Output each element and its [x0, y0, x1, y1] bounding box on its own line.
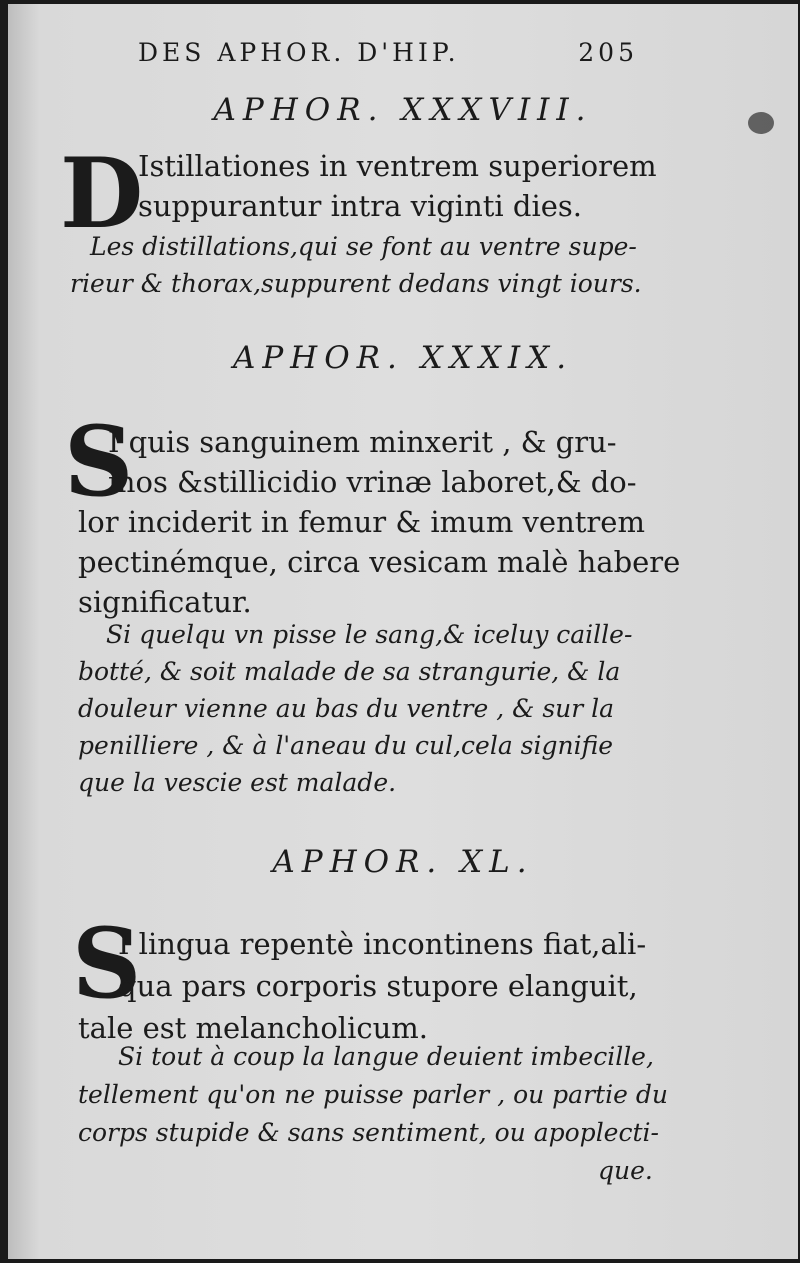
- drop-cap: S: [72, 907, 142, 1020]
- text-line: Si tout à coup la langue deuient imbecille,: [118, 1042, 654, 1071]
- text-line: I quis sanguinem minxerit , & gru-: [108, 425, 617, 459]
- text-line: rieur & thorax,suppurent dedans vingt iours.: [70, 269, 642, 298]
- text-line: botté, & soit malade de sa strangurie, & la: [78, 657, 621, 686]
- text-line: que.: [598, 1156, 653, 1185]
- text-line: douleur vienne au bas du ventre , & sur la: [78, 694, 615, 723]
- aphorism-title: APHOR. XXXIX.: [232, 340, 574, 376]
- text-line: Si quelqu vn pisse le sang,& iceluy caille-: [106, 620, 633, 649]
- running-header: [138, 38, 638, 67]
- text-line: mos &stillicidio vrinæ laboret,& do-: [108, 465, 637, 499]
- text-line: Istillationes in ventrem superiorem: [138, 149, 657, 183]
- aphorism-title: APHOR. XL.: [272, 844, 534, 880]
- text-line: suppurantur intra viginti dies.: [138, 189, 583, 223]
- text-line: tellement qu'on ne puisse parler , ou partie du: [78, 1080, 668, 1109]
- drop-cap: D: [60, 137, 144, 250]
- text-line: lor inciderit in femur & imum ventrem: [78, 505, 645, 539]
- aphorism-title: APHOR. XXXVIII.: [213, 92, 593, 128]
- text-line: que la vescie est malade.: [78, 768, 397, 797]
- book-page: [8, 4, 798, 1259]
- text-line: tale est melancholicum.: [78, 1011, 428, 1045]
- text-line: significatur.: [78, 585, 252, 619]
- text-line: corps stupide & sans sentiment, ou apoplecti-: [78, 1118, 659, 1147]
- text-line: I lingua repentè incontinens fiat,ali-: [118, 927, 647, 961]
- text-line: penilliere , & à l'aneau du cul,cela signifie: [78, 731, 614, 760]
- page-number: 205: [578, 38, 638, 67]
- text-line: Les distillations,qui se font au ventre supe-: [90, 232, 637, 261]
- text-line: qua pars corporis stupore elanguit,: [118, 969, 638, 1003]
- running-title: DES APHOR. D'HIP.: [138, 38, 460, 67]
- drop-cap: S: [64, 405, 134, 518]
- text-line: pectinémque, circa vesicam malè habere: [78, 545, 681, 579]
